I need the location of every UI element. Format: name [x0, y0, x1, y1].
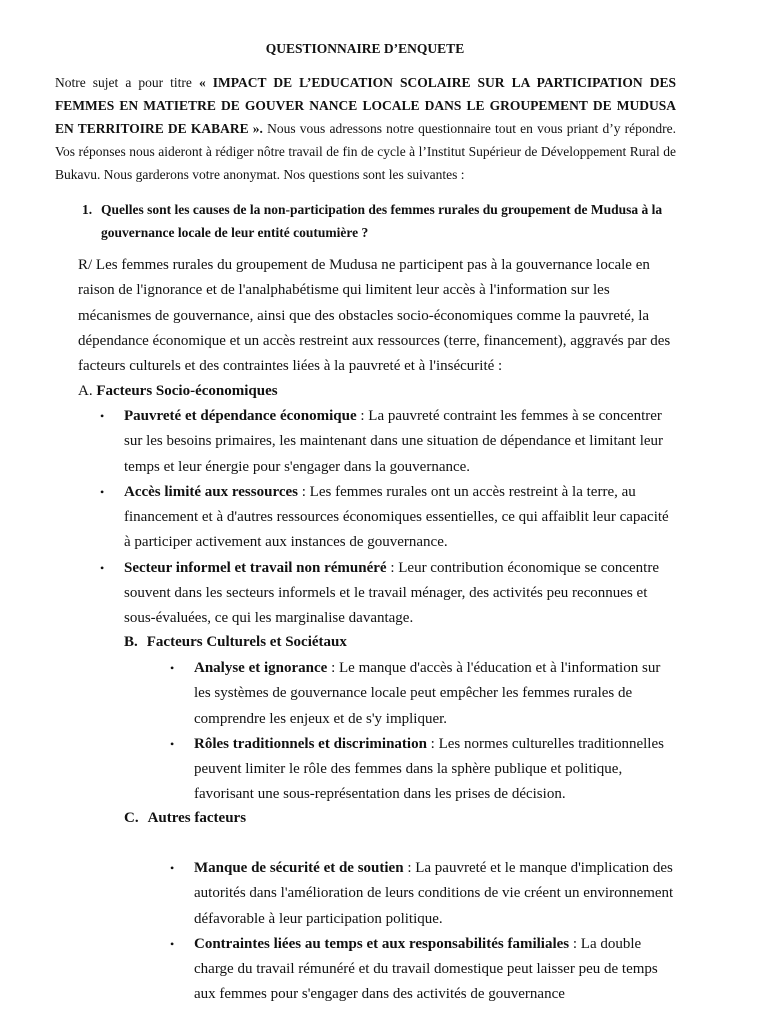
section-a-heading [78, 379, 278, 404]
question-1 [82, 198, 678, 244]
bullet-icon: • [170, 661, 175, 675]
answer-paragraph: R/ Les femmes rurales du groupement de Mudusa ne participent pas à la gouvernance locale en raison de l'ignorance et de l'analphabétisme qui limitent leur accès à l'information sur les mécanismes de gouvernance, ainsi que des obstacles socio-économiques comme la pauvreté, la dépendance économique et un accès restreint aux ressources (terre, financement), aggravés par des facteurs culturels et des contraintes liées à la pauvreté et à l'insécurité : [78, 257, 671, 375]
section-b-title: Facteurs Culturels et Sociétaux [146, 634, 347, 650]
list-item [170, 656, 679, 732]
section-a-letter: A. [78, 383, 97, 399]
section-b-list [170, 656, 679, 808]
item-term: Manque de sécurité et de soutien [194, 860, 404, 876]
section-b-heading [124, 630, 347, 655]
section-c-letter: C. [124, 810, 139, 826]
section-c-list [170, 856, 679, 1008]
item-text: : La double charge du travail rémunéré et du travail domestique peut laisser peu de temps aux femmes pour s'engager dans des activités de gouvernance [194, 935, 658, 1003]
list-item [100, 404, 679, 480]
intro-prefix: Notre sujet a pour titre [55, 75, 199, 90]
list-item [170, 856, 679, 932]
item-text: : Les femmes rurales ont un accès restreint à la terre, au financement et à d'autres ressources économiques essentielles, ce qui affaiblit leur capacité à participer activement aux instances de gouvernance. [124, 483, 669, 551]
list-item [170, 932, 679, 1008]
list-item [100, 480, 679, 556]
bullet-icon: • [100, 409, 105, 423]
item-text: : La pauvreté contraint les femmes à se concentrer sur les besoins primaires, les maintenant dans une situation de dépendance et limitant leur temps et leur énergie pour s'engager dans la gouvernance. [124, 408, 664, 475]
list-item [170, 732, 679, 808]
item-text: : Les normes culturelles traditionnelles peuvent limiter le rôle des femmes dans la sphère publique et politique, favorisant une sous-représentation dans les prises de décision. [194, 735, 664, 803]
list-item [100, 556, 679, 632]
item-text: : Le manque d'accès à l'éducation et à l'information sur les systèmes de gouvernance locale peut empêcher les femmes rurales de comprendre les enjeux et de s'y impliquer. [194, 660, 661, 727]
bullet-icon: • [170, 736, 175, 751]
item-text: : Leur contribution économique se concentre souvent dans les secteurs informels et le travail ménager, des activités peu reconnues et sous-évaluées, ce qui les marginalise davantage. [124, 559, 659, 627]
intro-paragraph [55, 71, 676, 186]
section-c-title: Autres facteurs [147, 810, 247, 826]
item-term: Accès limité aux ressources [124, 483, 298, 500]
bullet-icon: • [100, 560, 105, 575]
question-number: 1. [82, 202, 93, 217]
item-term: Pauvreté et dépendance économique [124, 408, 357, 424]
section-c-heading [124, 806, 246, 831]
section-b-letter: B. [124, 634, 138, 650]
bullet-icon: • [170, 936, 175, 951]
item-term: Contraintes liées au temps et aux responsabilités familiales [194, 935, 570, 952]
item-term: Rôles traditionnels et discrimination [194, 735, 427, 752]
item-text: : La pauvreté et le manque d'implication des autorités dans l'amélioration de leurs conditions de vie créent un environnement défavorable à leur participation politique. [194, 860, 674, 927]
section-a-title: Facteurs Socio-économiques [96, 383, 278, 399]
section-a-list [100, 404, 679, 632]
item-term: Analyse et ignorance [194, 660, 328, 676]
question-text: Quelles sont les causes de la non-participation des femmes rurales du groupement de Mudusa à la gouvernance locale de leur entité coutumière ? [101, 202, 663, 240]
bullet-icon: • [100, 484, 105, 499]
intro-rest: Nous vous adressons notre questionnaire tout en vous priant d’y répondre. Vos réponses nous aideront à rédiger nôtre travail de fin de cycle à l’Institut Supérieur de Développement Rural de Bukavu. Nous garderons votre anonymat. Nos questions sont les suivantes : [55, 121, 676, 182]
document-title: QUESTIONNAIRE D’ENQUETE [265, 41, 465, 56]
bullet-icon: • [170, 861, 175, 875]
intro-subject-title: « IMPACT DE L’EDUCATION SCOLAIRE SUR LA PARTICIPATION DES FEMMES EN MATIETRE DE GOUVER NANCE LOCALE DANS LE GROUPEMENT DE MUDUSA EN TERRITOIRE DE KABARE ». [55, 75, 676, 136]
item-term: Secteur informel et travail non rémunéré [124, 559, 387, 576]
